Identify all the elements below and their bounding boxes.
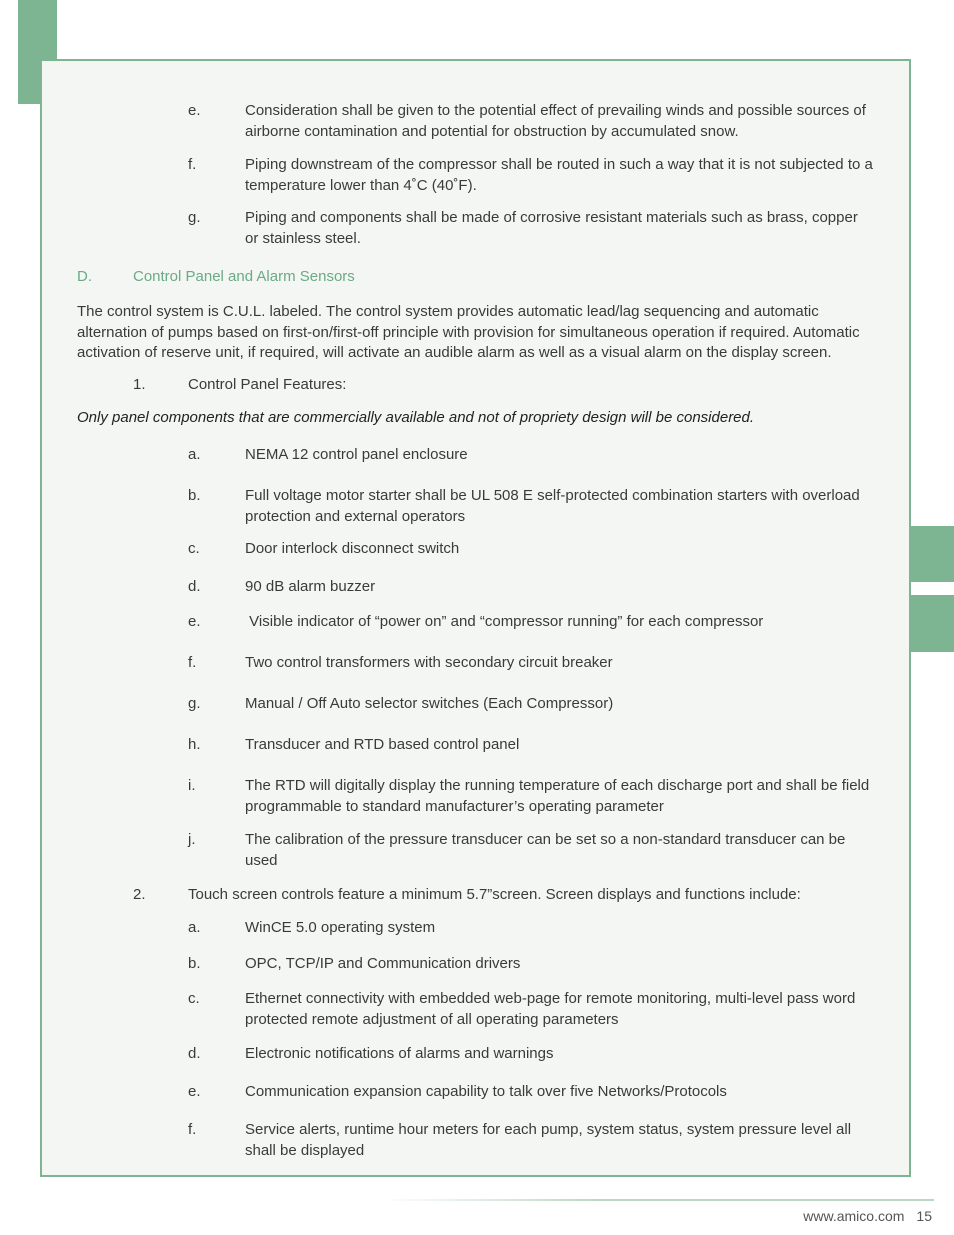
italic-note: Only panel components that are commercially available and not of propriety design will be considered.	[77, 409, 755, 426]
list-item-text: Door interlock disconnect switch	[245, 540, 460, 557]
list-label: d.	[188, 1045, 201, 1062]
list-label: e.	[188, 102, 201, 119]
list-label: c.	[188, 990, 200, 1007]
list-item-text: WinCE 5.0 operating system	[245, 919, 436, 936]
feature-title: Control Panel Features:	[188, 376, 347, 393]
footer-rule	[380, 1199, 934, 1201]
list-item-text: OPC, TCP/IP and Communication drivers	[245, 955, 521, 972]
side-tab-lower	[910, 595, 954, 652]
list-label: h.	[188, 736, 201, 753]
feature-number: 1.	[133, 376, 146, 393]
intro-paragraph: The control system is C.U.L. labeled. The control system provides automatic lead/lag sequencing and automatic alternation of pumps based on first-on/first-off principle with provision for simultaneous operation if required. Automatic activation of reserve unit, if required, will activate an audible alarm as well as a visual alarm on the display screen.	[77, 303, 860, 361]
list-item-text: Communication expansion capability to talk over five Networks/Protocols	[245, 1083, 727, 1100]
list-item-text: Full voltage motor starter shall be UL 508 E self-protected combination starters with overload protection and external operators	[245, 487, 860, 525]
list-label: f.	[188, 1121, 197, 1138]
list-label: g.	[188, 209, 201, 226]
list-label: b.	[188, 487, 201, 504]
feature-title: Touch screen controls feature a minimum 5.7”screen. Screen displays and functions include:	[188, 886, 801, 903]
list-label: i.	[188, 777, 196, 794]
list-label: e.	[188, 1083, 201, 1100]
list-label: e.	[188, 613, 201, 630]
list-label: g.	[188, 695, 201, 712]
page-footer	[803, 1208, 932, 1224]
list-item-text: Two control transformers with secondary circuit breaker	[245, 654, 613, 671]
list-item-text: 90 dB alarm buzzer	[245, 578, 376, 595]
list-label: d.	[188, 578, 201, 595]
list-label: a.	[188, 446, 201, 463]
list-item-text: Piping downstream of the compressor shall be routed in such a way that it is not subjected to a temperature lower than 4˚C (40˚F).	[245, 156, 873, 194]
section-letter: D.	[77, 268, 92, 285]
list-label: f.	[188, 654, 197, 671]
list-item-text: NEMA 12 control panel enclosure	[245, 446, 468, 463]
list-label: b.	[188, 955, 201, 972]
list-item-text: Manual / Off Auto selector switches (Each Compressor)	[245, 695, 614, 712]
list-item-text: Electronic notifications of alarms and warnings	[245, 1045, 554, 1062]
list-item-text: The calibration of the pressure transducer can be set so a non-standard transducer can be used	[245, 831, 846, 869]
list-item-text: Service alerts, runtime hour meters for each pump, system status, system pressure level all shall be displayed	[245, 1121, 852, 1159]
list-item-text: Consideration shall be given to the potential effect of prevailing winds and possible sources of airborne contamination and potential for obstruction by accumulated snow.	[245, 102, 866, 140]
section-heading	[77, 267, 355, 288]
list-item-text: Visible indicator of “power on” and “compressor running” for each compressor	[245, 613, 764, 630]
list-label: f.	[188, 156, 197, 173]
footer-website-link[interactable]: www.amico.com	[803, 1208, 905, 1224]
list-item-text: The RTD will digitally display the running temperature of each discharge port and shall be field programmable to standard manufacturer’s operating parameter	[245, 777, 870, 815]
page-number: 15	[916, 1208, 932, 1224]
side-tab-upper	[910, 526, 954, 582]
list-label: c.	[188, 540, 200, 557]
list-label: j.	[188, 831, 196, 848]
feature-number: 2.	[133, 886, 146, 903]
list-item-text: Ethernet connectivity with embedded web-page for remote monitoring, multi-level pass word protected remote adjustment of all operating parameters	[245, 990, 856, 1028]
list-item-text: Transducer and RTD based control panel	[245, 736, 520, 753]
list-label: a.	[188, 919, 201, 936]
list-item-text: Piping and components shall be made of corrosive resistant materials such as brass, copper or stainless steel.	[245, 209, 858, 247]
section-title: Control Panel and Alarm Sensors	[133, 268, 355, 285]
